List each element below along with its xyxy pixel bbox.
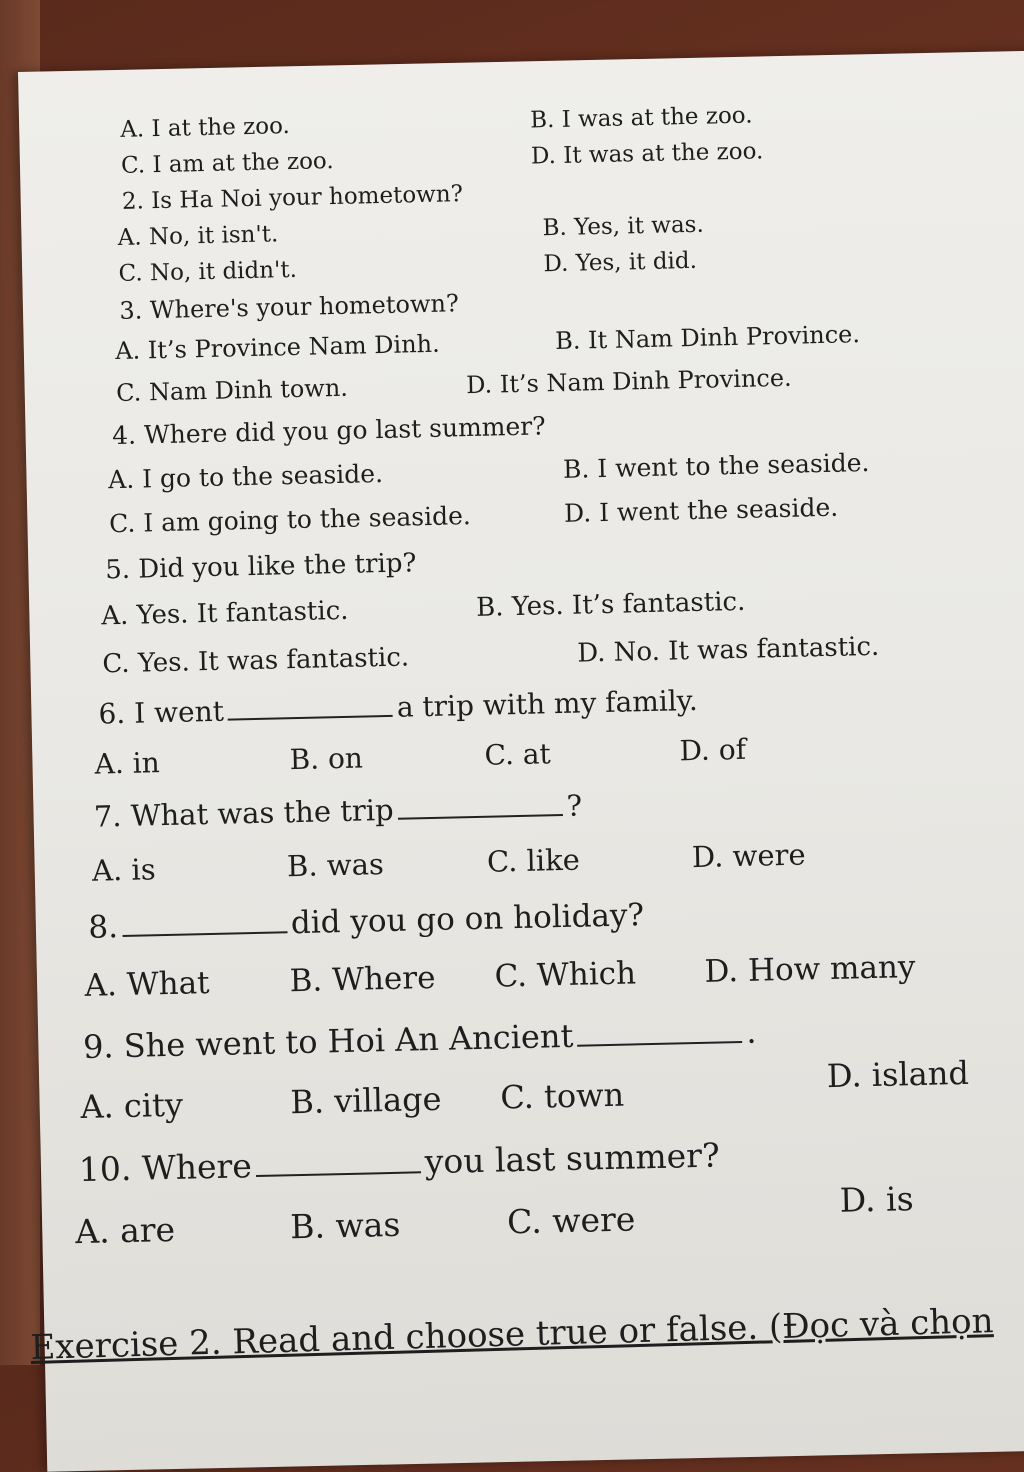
q3-option-d[interactable]: D. It’s Nam Dinh Province. xyxy=(465,363,792,400)
q3-option-a[interactable]: A. It’s Province Nam Dinh. xyxy=(114,329,441,366)
q9-stem-pre: 9. She went to Hoi An Ancient xyxy=(82,1016,574,1066)
q2-option-c[interactable]: C. No, it didn't. xyxy=(118,256,298,287)
q10-blank[interactable] xyxy=(256,1167,421,1177)
q1-option-b[interactable]: B. I was at the zoo. xyxy=(529,102,753,134)
q6-blank[interactable] xyxy=(228,711,393,721)
q10-option-c[interactable]: C. were xyxy=(506,1199,636,1242)
exercise-2-heading: Exercise 2. Read and choose true or false. (Đọc và chọn xyxy=(30,1301,995,1368)
q10-stem-post: you last summer? xyxy=(424,1135,721,1182)
q9-option-c[interactable]: C. town xyxy=(499,1075,625,1117)
q8-option-d[interactable]: D. How many xyxy=(704,949,916,990)
q6-stem-post: a trip with my family. xyxy=(396,683,699,724)
q5-option-b[interactable]: B. Yes. It’s fantastic. xyxy=(475,586,746,623)
q3-stem: 3. Where's your hometown? xyxy=(119,289,460,325)
q1-option-a[interactable]: A. I at the zoo. xyxy=(119,113,291,143)
q2-option-b[interactable]: B. Yes, it was. xyxy=(542,211,705,242)
q5-option-a[interactable]: A. Yes. It fantastic. xyxy=(100,595,349,632)
q6-option-d[interactable]: D. of xyxy=(679,732,747,768)
q6-option-a[interactable]: A. in xyxy=(94,746,161,781)
q8-stem-pre: 8. xyxy=(87,909,119,946)
q6-option-c[interactable]: C. at xyxy=(484,737,552,772)
q4-option-a[interactable]: A. I go to the seaside. xyxy=(107,458,384,495)
q4-stem: 4. Where did you go last summer? xyxy=(111,411,546,451)
q9-stem-post: . xyxy=(745,1012,757,1051)
q9-option-a[interactable]: A. city xyxy=(80,1085,184,1127)
q5-stem: 5. Did you like the trip? xyxy=(104,548,417,586)
q7-option-d[interactable]: D. were xyxy=(691,837,806,875)
q6-stem-pre: 6. I went xyxy=(98,694,225,731)
q8-option-a[interactable]: A. What xyxy=(84,965,210,1004)
q7-blank[interactable] xyxy=(398,810,563,820)
q5-option-d[interactable]: D. No. It was fantastic. xyxy=(576,631,880,669)
worksheet-content xyxy=(70,97,1024,1274)
q6-option-b[interactable]: B. on xyxy=(289,741,364,777)
q8-blank[interactable] xyxy=(122,927,287,937)
q10-stem-pre: 10. Where xyxy=(78,1146,253,1190)
q7-option-a[interactable]: A. is xyxy=(91,852,156,888)
q2-option-d[interactable]: D. Yes, it did. xyxy=(543,247,698,278)
q9-option-b[interactable]: B. village xyxy=(289,1079,442,1122)
q7-stem-pre: 7. What was the trip xyxy=(93,792,394,834)
q3-option-c[interactable]: C. Nam Dinh town. xyxy=(115,373,349,408)
q2-stem: 2. Is Ha Noi your hometown? xyxy=(121,181,464,215)
q1-option-d[interactable]: D. It was at the zoo. xyxy=(530,138,764,170)
q4-option-b[interactable]: B. I went to the seaside. xyxy=(562,447,870,484)
q4-option-d[interactable]: D. I went the seaside. xyxy=(563,492,839,528)
q7-option-c[interactable]: C. like xyxy=(486,842,581,879)
q10-option-b[interactable]: B. was xyxy=(289,1204,401,1247)
q8-option-b[interactable]: B. Where xyxy=(289,959,436,1000)
q10-option-a[interactable]: A. are xyxy=(74,1209,176,1252)
q8-option-c[interactable]: C. Which xyxy=(494,955,637,995)
q4-option-c[interactable]: C. I am going to the seaside. xyxy=(108,501,472,539)
q3-option-b[interactable]: B. It Nam Dinh Province. xyxy=(554,320,861,356)
q7-stem-post: ? xyxy=(566,788,583,823)
q2-option-a[interactable]: A. No, it isn't. xyxy=(117,221,279,251)
q10-option-d[interactable]: D. is xyxy=(839,1179,914,1220)
q9-blank[interactable] xyxy=(577,1037,742,1047)
q8-stem-post: did you go on holiday? xyxy=(290,897,645,942)
q9-option-d[interactable]: D. island xyxy=(826,1053,970,1096)
q7-option-b[interactable]: B. was xyxy=(286,847,385,884)
q5-option-c[interactable]: C. Yes. It was fantastic. xyxy=(102,642,410,680)
q1-option-c[interactable]: C. I am at the zoo. xyxy=(120,148,334,179)
